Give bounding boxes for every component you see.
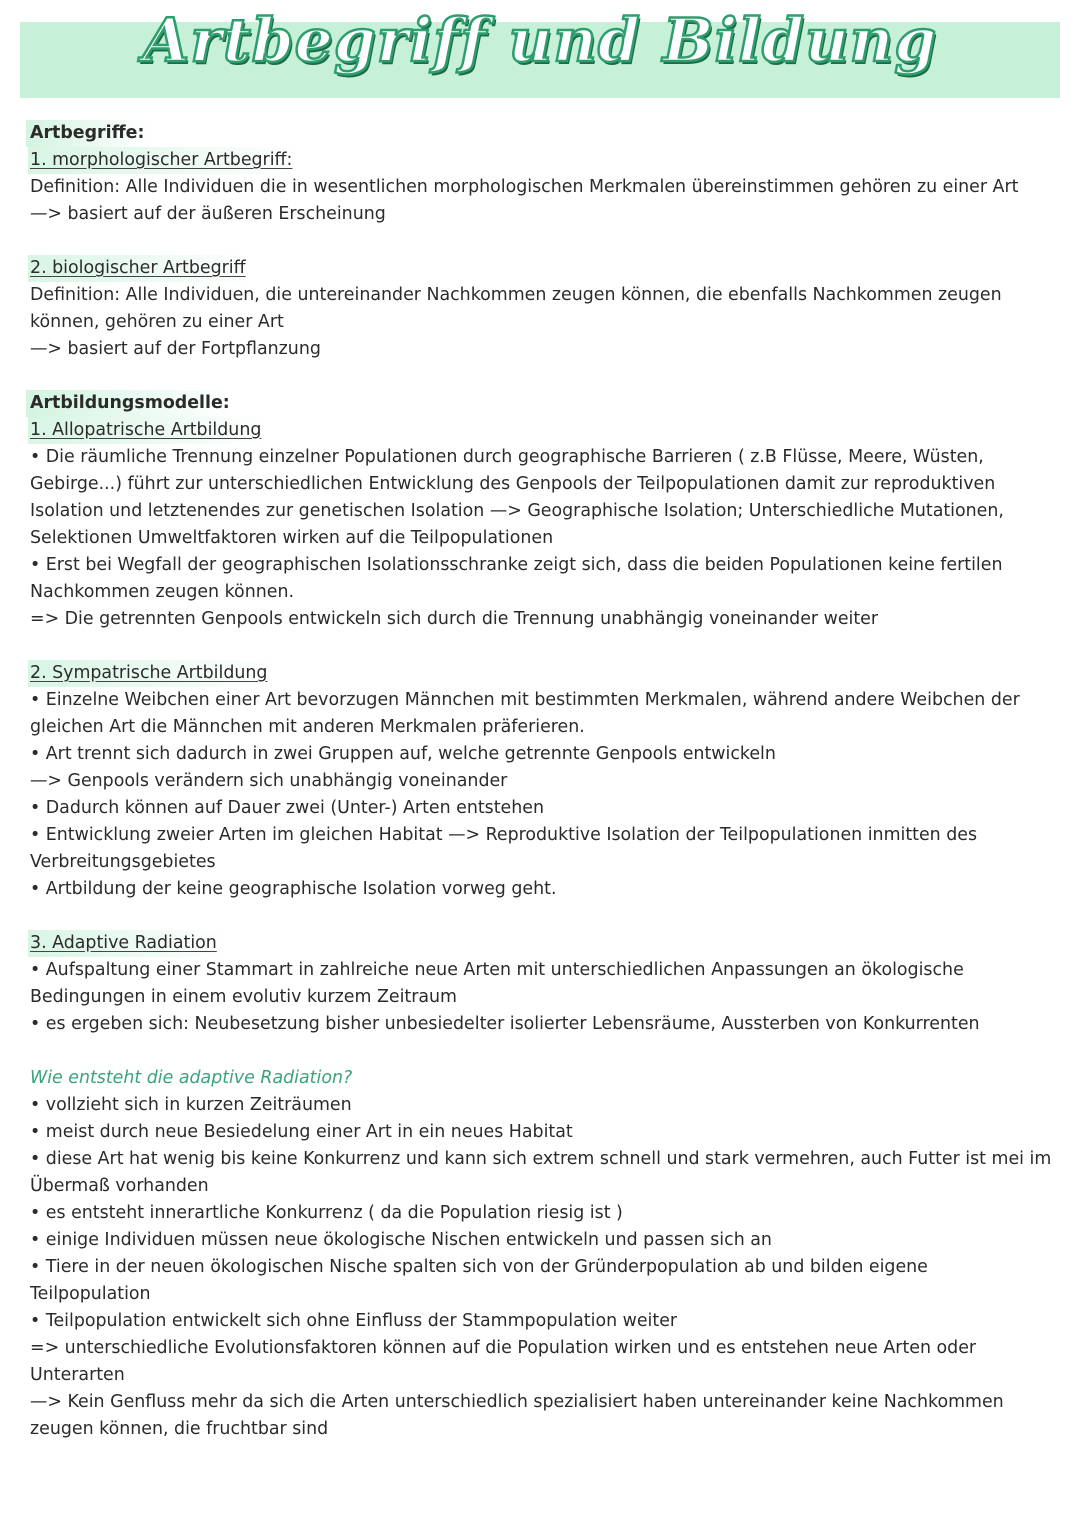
- text-line: • es entsteht innerartliche Konkurrenz ( da die Population riesig ist ): [30, 1203, 623, 1223]
- text-line: Nachkommen zeugen können.: [30, 582, 294, 602]
- text-line: • einige Individuen müssen neue ökologische Nischen entwickeln und passen sich an: [30, 1230, 772, 1250]
- text-line: gleichen Art die Männchen mit anderen Merkmalen präferieren.: [30, 717, 585, 737]
- text-line: • Die räumliche Trennung einzelner Populationen durch geographische Barrieren ( z.B Flüsse, Meere, Wüsten,: [30, 447, 984, 467]
- text-line: • Erst bei Wegfall der geographischen Isolationsschranke zeigt sich, dass die beiden Populationen keine fertilen: [30, 555, 1003, 575]
- text-line: Bedingungen in einem evolutiv kurzem Zeitraum: [30, 987, 457, 1007]
- text-line: können, gehören zu einer Art: [30, 312, 284, 332]
- subheading-adaptive-radiation: 3. Adaptive Radiation: [28, 930, 227, 957]
- subheading-sympatrisch: 2. Sympatrische Artbildung: [28, 660, 277, 687]
- document-body: [30, 120, 1060, 1443]
- text-line: • Tiere in der neuen ökologischen Nische spalten sich von der Gründerpopulation ab und bilden eigene: [30, 1257, 928, 1277]
- text-line: Definition: Alle Individuen, die untereinander Nachkommen zeugen können, die ebenfalls Nachkommen zeugen: [30, 285, 1002, 305]
- text-line: Definition: Alle Individuen die in wesentlichen morphologischen Merkmalen übereinstimmen gehören zu einer Art: [30, 177, 1019, 197]
- text-line: Selektionen Umweltfaktoren wirken auf die Teilpopulationen: [30, 528, 554, 548]
- text-line: —> Genpools verändern sich unabhängig voneinander: [30, 771, 508, 791]
- text-line: Isolation und letztenendes zur genetischen Isolation —> Geographische Isolation; Unterschiedliche Mutationen,: [30, 501, 1004, 521]
- text-line: —> basiert auf der Fortpflanzung: [30, 339, 321, 359]
- text-line: => Die getrennten Genpools entwickeln sich durch die Trennung unabhängig voneinander weiter: [30, 609, 879, 629]
- subheading-biologisch: 2. biologischer Artbegriff: [28, 255, 256, 282]
- text-line: Übermaß vorhanden: [30, 1176, 209, 1196]
- text-line: • Artbildung der keine geographische Isolation vorweg geht.: [30, 879, 557, 899]
- question-heading: Wie entsteht die adaptive Radiation?: [30, 1068, 353, 1088]
- page-title: Artbegriff und Bildung: [142, 6, 938, 76]
- text-line: Gebirge...) führt zur unterschiedlichen Entwicklung des Genpools der Teilpopulationen damit zur reproduktiven: [30, 474, 996, 494]
- text-line: • Entwicklung zweier Arten im gleichen Habitat —> Reproduktive Isolation der Teilpopulationen inmitten des: [30, 825, 978, 845]
- text-line: Unterarten: [30, 1365, 125, 1385]
- text-line: • Aufspaltung einer Stammart in zahlreiche neue Arten mit unterschiedlichen Anpassungen an ökologische: [30, 960, 964, 980]
- text-line: • Teilpopulation entwickelt sich ohne Einfluss der Stammpopulation weiter: [30, 1311, 678, 1331]
- text-line: • diese Art hat wenig bis keine Konkurrenz und kann sich extrem schnell und stark vermehren, auch Futter ist mei im: [30, 1149, 1052, 1169]
- text-line: • Dadurch können auf Dauer zwei (Unter-) Arten entstehen: [30, 798, 544, 818]
- text-line: Teilpopulation: [30, 1284, 151, 1304]
- text-line: • Einzelne Weibchen einer Art bevorzugen Männchen mit bestimmten Merkmalen, während andere Weibchen der: [30, 690, 1020, 710]
- text-line: • meist durch neue Besiedelung einer Art in ein neues Habitat: [30, 1122, 573, 1142]
- subheading-morphologisch: 1. morphologischer Artbegriff:: [28, 147, 302, 174]
- text-line: zeugen können, die fruchtbar sind: [30, 1419, 329, 1439]
- subheading-allopatrisch: 1. Allopatrische Artbildung: [28, 417, 271, 444]
- text-line: —> basiert auf der äußeren Erscheinung: [30, 204, 386, 224]
- section-heading-artbegriffe: Artbegriffe:: [26, 120, 150, 147]
- text-line: • vollzieht sich in kurzen Zeiträumen: [30, 1095, 352, 1115]
- text-line: • es ergeben sich: Neubesetzung bisher unbesiedelter isolierter Lebensräume, Aussterben von Konkurrenten: [30, 1014, 980, 1034]
- text-line: • Art trennt sich dadurch in zwei Gruppen auf, welche getrennte Genpools entwickeln: [30, 744, 776, 764]
- text-line: Verbreitungsgebietes: [30, 852, 216, 872]
- text-line: => unterschiedliche Evolutionsfaktoren können auf die Population wirken und es entstehen neue Arten oder: [30, 1338, 977, 1358]
- text-line: —> Kein Genfluss mehr da sich die Arten unterschiedlich spezialisiert haben untereinander keine Nachkommen: [30, 1392, 1004, 1412]
- section-heading-artbildungsmodelle: Artbildungsmodelle:: [26, 390, 236, 417]
